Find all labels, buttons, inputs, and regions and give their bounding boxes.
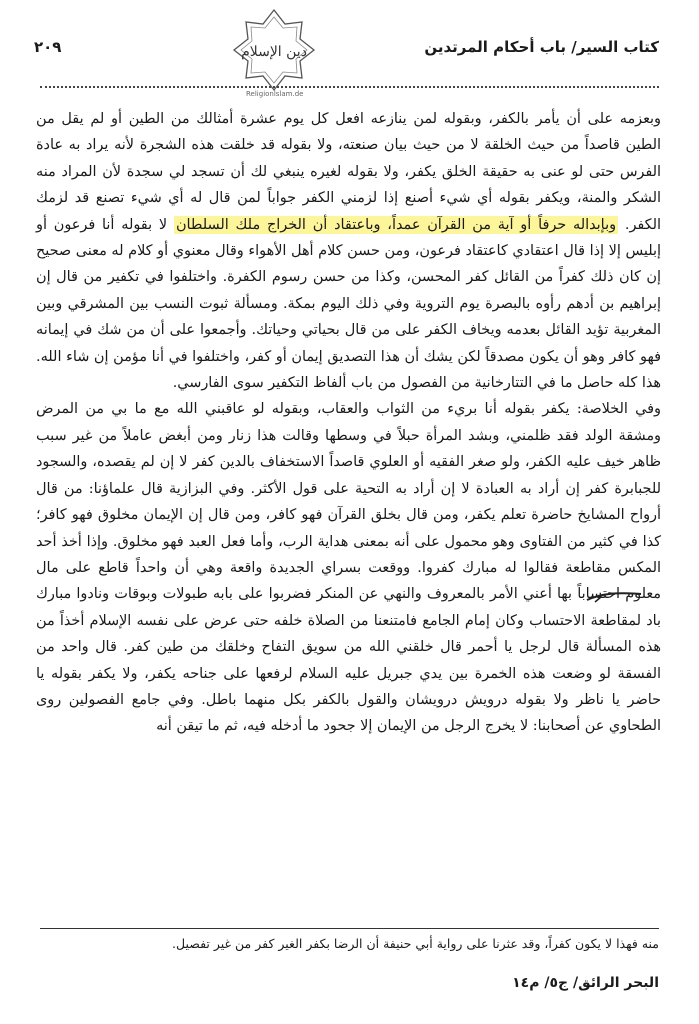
running-header-title: كتاب السير/ باب أحكام المرتدين [424,38,659,56]
source-citation: البحر الرائق/ ج٥/ م١٤ [512,975,659,991]
footnote: منه فهذا لا يكون كفراً، وقد عثرنا على رواية أبي حنيفة أن الرضا بكفر الغير كفر من غير تفصيل. [172,936,659,951]
site-logo [232,8,316,92]
highlighted-passage: وبإبداله حرفاً أو آية من القرآن عمداً، وباعتقاد أن الخراج ملك السلطان [175,216,617,233]
watermark: Religionlslam.de [246,90,304,98]
paragraph [36,106,661,396]
pen-mark-annotation [585,588,645,608]
paragraph [36,396,661,739]
main-text [36,106,661,740]
footnote-divider [40,928,659,929]
page-number: ٢٠٩ [34,38,62,56]
header-divider [40,86,659,88]
paragraph-2-text: وفي الخلاصة: يكفر بقوله أنا بريء من الثواب والعقاب، وبقوله لو عاقبني الله مع ما بي من المرض ومشقة الولد فقد ظلمني، وبشد المرأة حبلاً في وسطها وقالت هذا زنار ومن أبغض عاملاً من غير سبب ظاهر خيف عليه الكفر، ولو صغر الفقيه أو العلوي قاصداً الاستخفاف بالدين كفر لا إن لم يقصده، والسجود للجبابرة كفر إن أراد به العبادة لا إن أراد به التحية على قول الأكثر. وفي البزازية قال علماؤنا: من قال أرواح المشايخ حاضرة تعلم يكفر، ومن قال بخلق القرآن فهو كافر، ومن قال إن الإيمان مخلوق فهو كافر؛ كذا في كثير من الفتاوى وهو محمول على أنه بمعنى هداية الرب، وأما فعل العبد فهو مخلوق. وإذا أخذ أحد المكس مقاطعة فقالوا له مبارك كفروا. ووقعت بسراي الجديدة واقعة وهي أن واحداً قاطع على مال معلوم احتساباً بها أعني الأمر بالمعروف والنهي عن المنكر فضربوا على بابه طبولات وبوقات ونادوا مبارك باد لمقاطعة الاحتساب وكان إمام الجامع فامتنعنا من الصلاة خلفه حتى عرض على نفسه الإسلام أخذاً من هذه المسألة قال لرجل يا أحمر قال خلقني الله من سويق التفاح وخلقك من طين كفر. قال واحد من الفسقة لو وضعت هذه الخمرة بين يدي جبريل عليه السلام لرفعها على جناحه يكفر، ولا يكفر بقوله يا حاضر يا ناظر ولا بقوله درويش درويشان والقول بالكفر بكل منهما باطل. وفي جامع الفصولين روى الطحاوي عن أصحابنا: لا يخرج الرجل من الإيمان إلا جحود ما أدخله فيه، ثم ما تيقن أنه [36,401,661,735]
paragraph-1-text: وبعزمه على أن يأمر بالكفر، وبقوله لمن ينازعه افعل كل يوم عشرة أمثالك من الطين أو لم يقل من الطين قاصداً من حيث الخلقة لا من حيث بيان صنعته، ولا بقوله قد خلقت هذه الشجرة لأنه يراد به عادة الفرس حتى لو عنى به حقيقة الخلق يكفر، ولا بقوله لغيره ينبغي لك أن تسجد لي سجدة لأن المراد منه الشكر والمنة، ويكفر بقوله أي شيء أصنع إذا لزمني الكفر جواباً لمن قال له أي شيء تصنع قد لزمك الكفر. [36,111,661,233]
paragraph-1-cont: لا بقوله أنا فرعون أو إبليس إلا إذا قال اعتقادي كاعتقاد فرعون، ومن حسن كلام أهل الأهواء وقال معنوي أو كلام له معنى صحيح إن كان ذلك كفراً من القائل كفر المحسن، وكذا من حسن رسوم الكفرة. واختلفوا في تكفير من قال إن إبراهيم بن أدهم رأوه بالبصرة يوم التروية وفي ذلك اليوم بمكة. ومسألة ثبوت النسب بين المشرقي وبين المغربية تؤيد القائل بعدمه ويخاف الكفر على من قال بحياتي وحياتك. وأجمعوا على أن من شك في إيمانه فهو كافر وهو أن يكون مصدقاً لكن يشك أن هذا التصديق إيمان أو كفر، واختلفوا في أنا مؤمن إن شاء الله. هذا كله حاصل ما في التتارخانية من الفصول من باب ألفاظ التكفير سوى الفارسي. [36,216,661,392]
logo-text: دين الإسلام [241,44,307,60]
